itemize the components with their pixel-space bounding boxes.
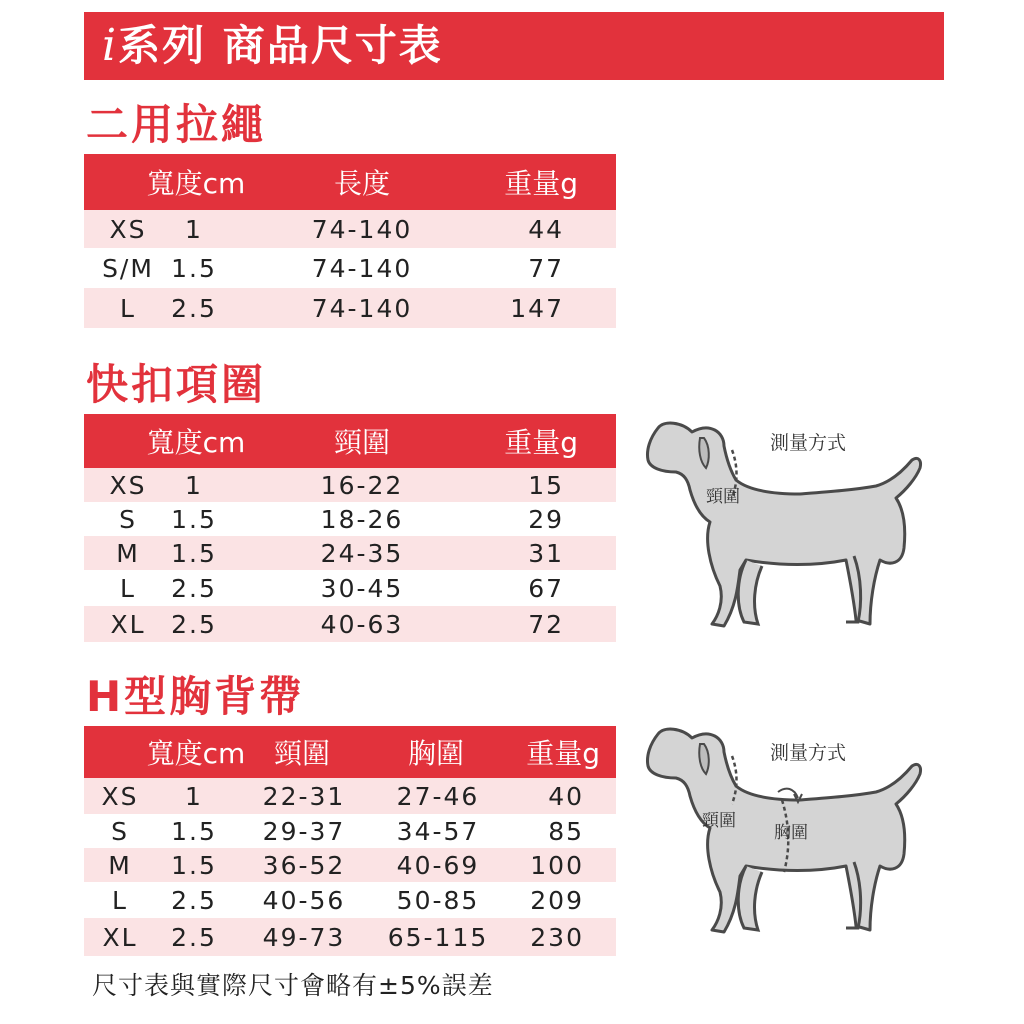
width-cell: 1.5 [171,850,217,880]
weight-cell: 147 [510,293,564,323]
weight-cell: 44 [528,214,564,244]
collar-diagram-neck-label: 頸圍 [706,487,740,507]
leash-header-weight: 重量g [504,167,578,200]
weight-cell: 31 [528,538,564,568]
leash-section-title: 二用拉繩 [86,100,267,149]
series-prefix: i [102,20,117,71]
harness-header-chest: 胸圍 [407,737,465,770]
neck-cell: 22-31 [262,781,346,811]
table-row [84,606,616,642]
leash-size-table [84,154,616,328]
weight-cell: 230 [530,922,584,952]
neck-cell: 49-73 [262,922,346,952]
size-cell: S [111,816,129,846]
size-cell: L [120,573,136,603]
weight-cell: 209 [530,885,584,915]
width-cell: 1 [185,470,203,500]
width-cell: 2.5 [171,885,217,915]
size-cell: XS [109,470,147,500]
harness-measure-diagram [640,716,930,952]
collar-header-weight: 重量g [504,426,578,459]
size-cell: XL [110,609,146,639]
width-cell: 2.5 [171,609,217,639]
width-cell: 2.5 [171,293,217,323]
neck-cell: 40-63 [320,609,404,639]
collar-section-title: 快扣項圈 [86,360,267,409]
collar-measure-diagram [640,410,930,640]
harness-header-weight: 重量g [526,737,600,770]
weight-cell: 67 [528,573,564,603]
size-cell: XS [109,214,147,244]
collar-table-header [84,414,616,468]
size-cell: S [119,504,137,534]
length-cell: 74-140 [311,253,413,283]
table-row [84,814,616,848]
harness-diagram-caption: 測量方式 [770,742,847,764]
leash-header-width: 寬度cm [146,167,246,200]
table-row [84,502,616,536]
size-cell: L [120,293,136,323]
neck-cell: 18-26 [320,504,404,534]
collar-header-neck: 頸圍 [333,426,391,459]
harness-section-title: H型胸背帶 [86,672,305,721]
width-cell: 1.5 [171,538,217,568]
length-cell: 74-140 [311,214,413,244]
width-cell: 2.5 [171,573,217,603]
table-row [84,248,616,288]
weight-cell: 72 [528,609,564,639]
size-cell: XS [101,781,139,811]
width-cell: 1 [185,781,203,811]
size-cell: S/M [102,253,154,283]
title-banner [84,12,944,80]
table-row [84,468,616,502]
leash-header-length: 長度 [333,167,391,200]
neck-cell: 40-56 [262,885,346,915]
size-cell: M [116,538,140,568]
harness-size-table [84,726,616,956]
chest-cell: 65-115 [387,922,489,952]
leash-table-header [84,154,616,210]
weight-cell: 85 [548,816,584,846]
harness-diagram-chest-label: 胸圍 [774,823,808,843]
size-cell: XL [102,922,138,952]
weight-cell: 29 [528,504,564,534]
harness-diagram-neck-label: 頸圍 [702,811,736,831]
table-row [84,570,616,606]
tolerance-footnote: 尺寸表與實際尺寸會略有±5%誤差 [92,971,494,1000]
width-cell: 1 [185,214,203,244]
table-row [84,210,616,248]
width-cell: 1.5 [171,504,217,534]
neck-cell: 16-22 [320,470,404,500]
table-row [84,918,616,956]
neck-cell: 24-35 [320,538,404,568]
width-cell: 1.5 [171,816,217,846]
width-cell: 2.5 [171,922,217,952]
weight-cell: 100 [530,850,584,880]
table-row [84,882,616,918]
neck-cell: 29-37 [262,816,346,846]
table-row [84,848,616,882]
chest-cell: 27-46 [396,781,480,811]
table-row [84,536,616,570]
size-cell: M [108,850,132,880]
page-title: 系列 商品尺寸表 [118,21,443,70]
chest-cell: 34-57 [396,816,480,846]
width-cell: 1.5 [171,253,217,283]
collar-header-width: 寬度cm [146,426,246,459]
harness-table-header [84,726,616,778]
neck-cell: 30-45 [320,573,404,603]
neck-cell: 36-52 [262,850,346,880]
weight-cell: 77 [528,253,564,283]
table-row [84,778,616,814]
weight-cell: 15 [528,470,564,500]
chest-cell: 50-85 [396,885,480,915]
harness-header-neck: 頸圍 [273,737,331,770]
size-cell: L [112,885,128,915]
collar-size-table [84,414,616,642]
chest-cell: 40-69 [396,850,480,880]
collar-diagram-caption: 測量方式 [770,432,847,454]
length-cell: 74-140 [311,293,413,323]
weight-cell: 40 [548,781,584,811]
table-row [84,288,616,328]
harness-header-width: 寬度cm [146,737,246,770]
